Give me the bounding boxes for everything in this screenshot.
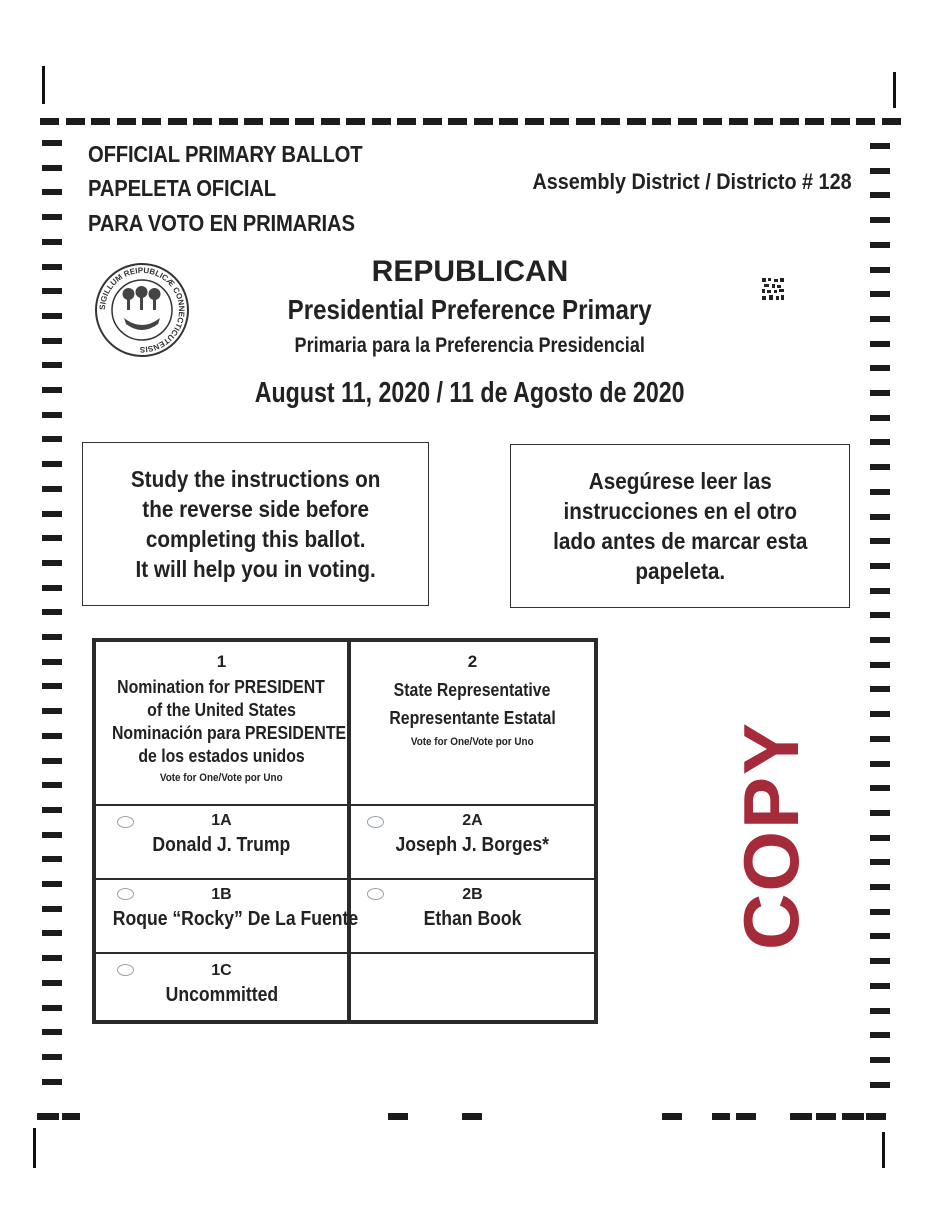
timing-mark bbox=[870, 884, 890, 890]
timing-mark bbox=[168, 118, 187, 125]
timing-mark bbox=[870, 958, 890, 964]
timing-mark bbox=[703, 118, 722, 125]
timing-mark bbox=[42, 486, 62, 492]
candidate-name: Donald J. Trump bbox=[152, 834, 291, 856]
timing-mark bbox=[870, 612, 890, 618]
seal-text: SIGILLUM REIPUBLICÆ CONNECTICUTENSIS bbox=[97, 265, 187, 355]
timing-mark bbox=[870, 1057, 890, 1063]
timing-mark bbox=[499, 118, 518, 125]
timing-mark bbox=[712, 1113, 730, 1120]
district-label: Assembly District / Districto # 128 bbox=[532, 169, 852, 194]
timing-mark bbox=[270, 118, 289, 125]
candidate-id: 2A bbox=[462, 812, 483, 829]
timing-mark bbox=[842, 1113, 864, 1120]
timing-mark bbox=[870, 711, 890, 717]
timing-mark bbox=[870, 686, 890, 692]
copy-stamp bbox=[674, 720, 815, 950]
timing-mark bbox=[870, 933, 890, 939]
vote-oval[interactable] bbox=[117, 816, 134, 828]
timing-mark bbox=[42, 930, 62, 936]
timing-mark bbox=[525, 118, 544, 125]
timing-mark bbox=[882, 118, 901, 125]
timing-mark bbox=[870, 859, 890, 865]
timing-mark bbox=[42, 609, 62, 615]
instruction-en-line: It will help you in voting. bbox=[135, 556, 376, 582]
timing-mark bbox=[754, 118, 773, 125]
timing-mark bbox=[870, 464, 890, 470]
timing-mark bbox=[42, 659, 62, 665]
candidate-1a[interactable] bbox=[96, 806, 347, 878]
timing-mark bbox=[193, 118, 212, 125]
timing-mark bbox=[42, 708, 62, 714]
timing-mark bbox=[388, 1113, 408, 1120]
timing-mark bbox=[42, 856, 62, 862]
office-1-header bbox=[96, 652, 347, 786]
instruction-en-line: the reverse side before bbox=[142, 496, 369, 522]
timing-mark bbox=[42, 140, 62, 146]
timing-mark bbox=[448, 118, 467, 125]
timing-mark bbox=[870, 242, 890, 248]
timing-mark bbox=[790, 1113, 812, 1120]
corner-mark-top-left bbox=[42, 66, 45, 104]
timing-mark bbox=[627, 118, 646, 125]
timing-mark bbox=[42, 511, 62, 517]
timing-mark bbox=[42, 165, 62, 171]
timing-mark bbox=[870, 662, 890, 668]
timing-mark bbox=[662, 1113, 682, 1120]
candidate-name: Joseph J. Borges* bbox=[395, 834, 550, 856]
instruction-es-line: lado antes de marcar esta bbox=[552, 528, 808, 554]
timing-mark bbox=[397, 118, 416, 125]
vote-oval[interactable] bbox=[117, 888, 134, 900]
instruction-es-line: instrucciones en el otro bbox=[563, 498, 797, 524]
timing-mark bbox=[729, 118, 748, 125]
candidate-1c[interactable] bbox=[96, 954, 347, 1020]
timing-mark bbox=[870, 736, 890, 742]
vote-for-label: Vote for One/Vote por Uno bbox=[411, 736, 534, 748]
office-title-line: State Representative bbox=[394, 680, 551, 700]
timing-mark bbox=[42, 1079, 62, 1085]
timing-mark bbox=[42, 535, 62, 541]
timing-mark bbox=[42, 955, 62, 961]
candidate-2a[interactable] bbox=[351, 806, 594, 878]
timing-mark bbox=[870, 761, 890, 767]
timing-mark bbox=[736, 1113, 756, 1120]
timing-mark bbox=[550, 118, 569, 125]
office-number: 1 bbox=[216, 652, 227, 671]
vote-oval[interactable] bbox=[367, 816, 384, 828]
corner-mark-top-right bbox=[893, 72, 896, 108]
candidate-1b[interactable] bbox=[96, 880, 359, 952]
timing-mark bbox=[42, 362, 62, 368]
timing-mark bbox=[870, 538, 890, 544]
timing-mark bbox=[42, 560, 62, 566]
timing-mark bbox=[42, 980, 62, 986]
timing-mark bbox=[816, 1113, 836, 1120]
timing-mark bbox=[142, 118, 161, 125]
timing-mark bbox=[870, 514, 890, 520]
timing-mark bbox=[117, 118, 136, 125]
instruction-en-line: completing this ballot. bbox=[145, 526, 366, 552]
header-line-1: OFFICIAL PRIMARY BALLOT bbox=[88, 141, 363, 167]
timing-mark bbox=[295, 118, 314, 125]
timing-mark bbox=[42, 683, 62, 689]
timing-mark bbox=[474, 118, 493, 125]
candidate-name: Ethan Book bbox=[423, 908, 522, 930]
timing-mark bbox=[244, 118, 263, 125]
timing-mark bbox=[42, 634, 62, 640]
timing-mark bbox=[870, 365, 890, 371]
timing-mark bbox=[870, 588, 890, 594]
office-title-line: of the United States bbox=[147, 700, 296, 720]
timing-mark bbox=[870, 217, 890, 223]
timing-mark bbox=[870, 489, 890, 495]
candidate-2b[interactable] bbox=[351, 880, 594, 952]
timing-mark bbox=[62, 1113, 80, 1120]
timing-mark bbox=[42, 239, 62, 245]
office-number: 2 bbox=[467, 652, 478, 671]
timing-mark bbox=[42, 436, 62, 442]
timing-mark bbox=[42, 214, 62, 220]
office-title-line: Representante Estatal bbox=[389, 708, 556, 728]
instruction-en-line: Study the instructions on bbox=[130, 466, 381, 492]
timing-mark bbox=[870, 143, 890, 149]
timing-mark bbox=[40, 118, 59, 125]
timing-mark bbox=[831, 118, 850, 125]
timing-mark bbox=[866, 1113, 886, 1120]
timing-mark bbox=[42, 585, 62, 591]
instruction-es-line: papeleta. bbox=[635, 558, 725, 584]
timing-mark bbox=[91, 118, 110, 125]
corner-mark-bottom-left bbox=[33, 1128, 36, 1168]
timing-mark bbox=[870, 1008, 890, 1014]
timing-mark bbox=[870, 835, 890, 841]
timing-mark bbox=[870, 1032, 890, 1038]
header-line-2: PAPELETA OFICIAL bbox=[88, 175, 276, 201]
timing-mark bbox=[870, 810, 890, 816]
timing-mark bbox=[870, 983, 890, 989]
candidate-name: Roque “Rocky” De La Fuente bbox=[112, 908, 359, 930]
timing-mark bbox=[42, 832, 62, 838]
timing-mark bbox=[42, 906, 62, 912]
timing-mark bbox=[805, 118, 824, 125]
timing-mark bbox=[321, 118, 340, 125]
vote-oval[interactable] bbox=[117, 964, 134, 976]
timing-mark bbox=[856, 118, 875, 125]
timing-mark bbox=[42, 881, 62, 887]
corner-mark-bottom-right bbox=[882, 1132, 885, 1168]
instructions-english-box bbox=[82, 442, 429, 606]
timing-mark bbox=[870, 168, 890, 174]
timing-mark bbox=[423, 118, 442, 125]
candidate-id: 1A bbox=[211, 812, 232, 829]
timing-mark bbox=[870, 192, 890, 198]
timing-mark bbox=[870, 785, 890, 791]
timing-mark bbox=[42, 412, 62, 418]
timing-mark bbox=[870, 1082, 890, 1088]
timing-mark bbox=[219, 118, 238, 125]
timing-mark bbox=[870, 637, 890, 643]
timing-mark bbox=[42, 1005, 62, 1011]
timing-mark bbox=[678, 118, 697, 125]
instruction-es-line: Asegúrese leer las bbox=[588, 468, 772, 494]
copy-stamp-text: COPY bbox=[727, 720, 815, 950]
candidate-name: Uncommitted bbox=[165, 984, 278, 1006]
candidate-id: 2B bbox=[462, 886, 483, 903]
timing-mark bbox=[37, 1113, 59, 1120]
timing-mark bbox=[652, 118, 671, 125]
timing-mark bbox=[870, 909, 890, 915]
candidate-id: 1B bbox=[211, 886, 232, 903]
timing-mark bbox=[346, 118, 365, 125]
timing-mark bbox=[780, 118, 799, 125]
timing-mark bbox=[372, 118, 391, 125]
party-title: REPUBLICAN bbox=[371, 255, 569, 288]
office-2-header bbox=[351, 652, 594, 750]
ballot-grid bbox=[92, 638, 598, 1024]
header-line-3: PARA VOTO EN PRIMARIAS bbox=[88, 210, 355, 236]
instructions-spanish-box bbox=[510, 444, 850, 608]
office-title-line: de los estados unidos bbox=[138, 746, 305, 766]
timing-mark bbox=[870, 563, 890, 569]
timing-mark bbox=[42, 461, 62, 467]
primary-title-spanish: Primaria para la Preferencia Presidencial bbox=[294, 334, 646, 357]
timing-mark bbox=[462, 1113, 482, 1120]
vote-oval[interactable] bbox=[367, 888, 384, 900]
election-date: August 11, 2020 / 11 de Agosto de 2020 bbox=[255, 377, 685, 409]
timing-mark bbox=[42, 1054, 62, 1060]
timing-mark bbox=[42, 758, 62, 764]
timing-mark bbox=[601, 118, 620, 125]
vote-for-label: Vote for One/Vote por Uno bbox=[160, 772, 283, 784]
timing-mark bbox=[576, 118, 595, 125]
timing-marks-top bbox=[40, 118, 896, 128]
office-title-line: Nomination for PRESIDENT bbox=[117, 677, 326, 697]
timing-mark bbox=[42, 782, 62, 788]
timing-mark bbox=[42, 1029, 62, 1035]
timing-mark bbox=[42, 733, 62, 739]
timing-mark bbox=[870, 415, 890, 421]
office-title-line: Nominación para PRESIDENTE bbox=[111, 723, 347, 743]
primary-title-english: Presidential Preference Primary bbox=[287, 294, 653, 325]
timing-mark bbox=[870, 439, 890, 445]
timing-mark bbox=[42, 807, 62, 813]
candidate-id: 1C bbox=[211, 962, 232, 979]
timing-mark bbox=[42, 189, 62, 195]
timing-mark bbox=[66, 118, 85, 125]
